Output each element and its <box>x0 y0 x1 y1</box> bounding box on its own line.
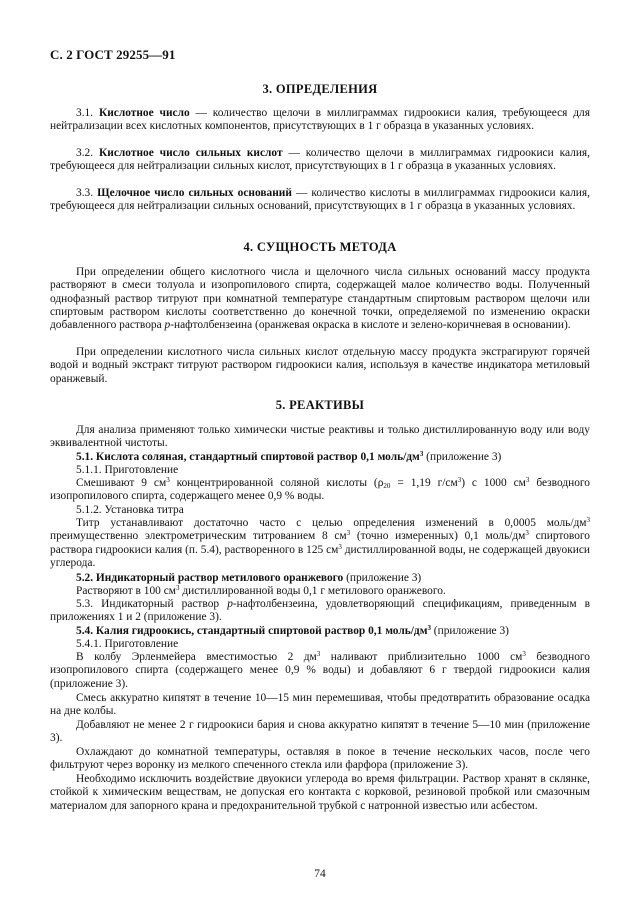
term: Кислотное число <box>98 107 190 119</box>
item-5-1-2: 5.1.2. Установка титра <box>76 504 184 516</box>
item-5-4: 5.4. Калия гидроокись, стандартный спиртовой раствор 0,1 моль/$дм^3$ (приложение 3) <box>76 624 509 637</box>
item-5-1-1: 5.1.1. Приготовление <box>76 464 179 476</box>
item-5-3: 5.3. Индикаторный раствор р-нафтолбензеина, удовлетворяющий спецификациям, приведенным в приложениях 1 и 2 (приложение 3). <box>50 598 590 624</box>
item-5-4-1-text: В колбу Эрленмейера вместимостью 2 $дм^3$ наливают приблизительно 1000 $см^3$ безводного изопропилового спирта (содержащего менее 0,9 % воды) и добавляют 6 г твердой гидроокиси калия (приложение 3). <box>50 650 590 690</box>
item-5-4-1: 5.4.1. Приготовление <box>76 638 179 650</box>
barium-paragraph: Добавляют не менее 2 г гидроокиси бария и снова аккуратно кипятят в течение 5—10 мин (приложение 3). <box>50 719 590 745</box>
page-number: 74 <box>314 868 326 880</box>
reagents-intro: Для анализа применяют только химически чистые реактивы и только дистиллированную воду или воду эквивалентной чистоты. <box>50 424 590 450</box>
method-paragraph-1: При определении общего кислотного числа и щелочного числа сильных оснований массу продукта растворяют в смеси толуола и изопропилового спирта, содержащей малое количество воды. Полученный однофазный раствор титруют при комнатной температуре стандартным спиртовым раствором щелочи или спиртовым раствором кислоты соответственно до конечной точки, определяемой по изменению окраски добавленного раствора р-нафтолбензеина (оранжевая окраска в кислоте и зелено-коричневая в основании). <box>50 266 590 332</box>
section-4-title: 4. СУЩНОСТЬ МЕТОДА <box>243 240 397 254</box>
item-5-1-2-text: Титр устанавливают достаточно часто с целью определения изменений в 0,0005 моль/$дм^3$ преимущественно электрометрическим титрованием 8 $см^3$ (точно измеренных) 0,1 моль/$дм^3$ спиртового раствора гидроокиси калия (п. 5.4), растворенного в 125 $см^3$ дистиллированной воды, не содержащей двуокиси углерода. <box>50 516 591 569</box>
term: Кислотное число сильных кислот <box>99 147 283 159</box>
definition-3-3: 3.3. Щелочное число сильных оснований — количество кислоты в миллиграммах гидроокиси калия, требующееся для нейтрализации сильных оснований, присутствующих в 1 г образца в указанных условиях. <box>50 187 590 213</box>
item-5-1: 5.1. Кислота соляная, стандартный спиртовой раствор 0,1 моль/$дм^3$ (приложение 3) <box>76 450 502 463</box>
item-5-2: 5.2. Индикаторный раствор метилового оранжевого (приложение 3) <box>76 572 422 584</box>
item-5-1-1-text: Смешивают 9 $см^3$ концентрированной соляной кислоты ($\rho_{20} = 1,19$ $г/см^3$) с 1000 $см^3$ безводного изопропилового спирта, содержащего менее 0,9 % воды. <box>50 476 591 503</box>
definition-3-2: 3.2. Кислотное число сильных кислот — количество щелочи в миллиграммах гидроокиси калия, требующееся для нейтрализации сильных кислот, присутствующих в 1 г образца в указанных условиях. <box>50 147 591 173</box>
method-paragraph-2: При определении кислотного числа сильных кислот отдельную массу продукта экстрагируют горячей водой и водный экстракт титруют раствором гидроокиси калия, используя в качестве индикатора метиловый оранжевый. <box>50 346 590 385</box>
section-5-title: 5. РЕАКТИВЫ <box>275 398 365 412</box>
running-header: С. 2 ГОСТ 29255—91 <box>50 47 176 62</box>
term: Щелочное число сильных оснований <box>97 187 292 199</box>
definition-3-1: 3.1. Кислотное число — количество щелочи в миллиграммах гидроокиси калия, требующееся для нейтрализации всех кислотных компонентов, присутствующих в 1 г образца в указанных условиях. <box>50 107 590 133</box>
boiling-paragraph: Смесь аккуратно кипятят в течение 10—15 мин перемешивая, чтобы предотвратить образование осадка на дне колбы. <box>50 692 590 718</box>
storage-paragraph: Необходимо исключить воздействие двуокиси углерода во время фильтрации. Раствор хранят в склянке, стойкой к химическим веществам, не допуская его контакта с корковой, резиновой пробкой или смазочным материалом для запорного крана и предохранительной трубкой с натронной известью или асбестом. <box>50 773 590 812</box>
section-3-title: 3. ОПРЕДЕЛЕНИЯ <box>262 82 378 96</box>
document-page <box>50 0 590 920</box>
item-5-2-text: Растворяют в 100 $см^3$ дистиллированной воды 0,1 г метилового оранжевого. <box>76 584 446 597</box>
cooling-paragraph: Охлаждают до комнатной температуры, оставляя в покое в течение нескольких часов, после чего фильтруют через воронку из мелкого спеченного стекла или фарфора (приложение 3). <box>50 746 590 772</box>
